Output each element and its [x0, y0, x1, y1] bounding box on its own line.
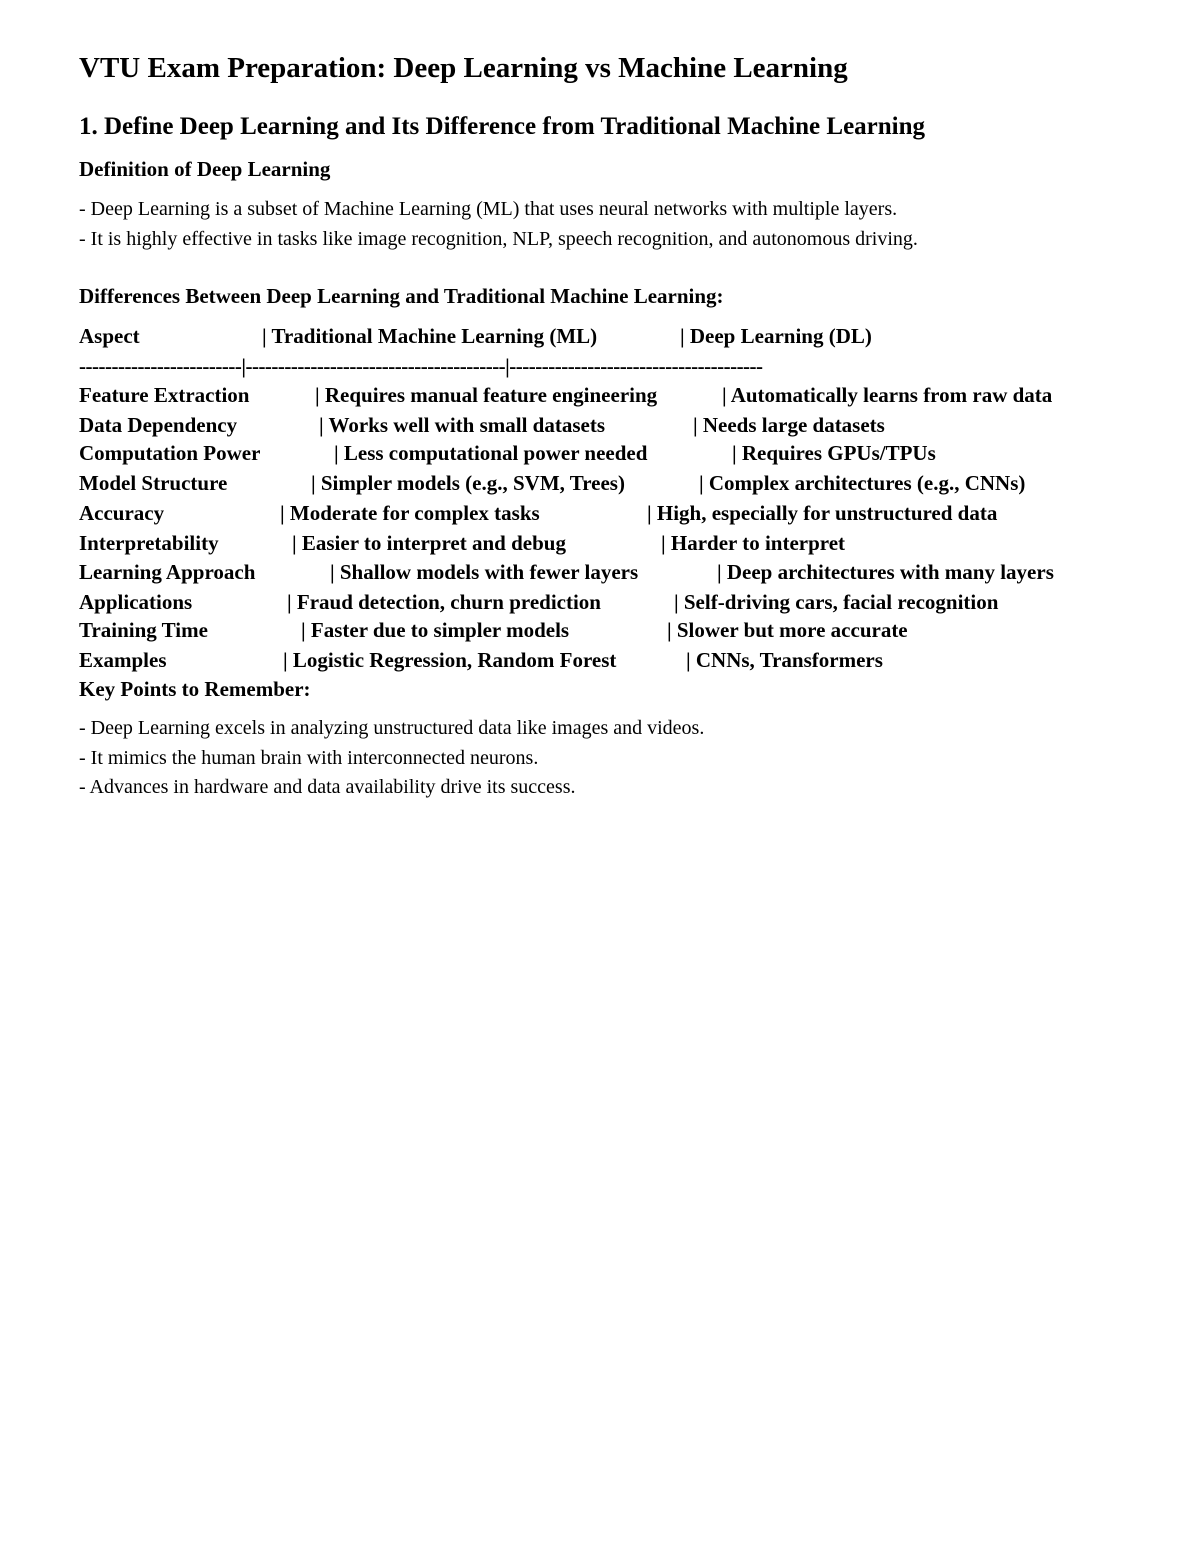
table-row: [79, 413, 885, 439]
table-row: [79, 501, 998, 527]
table-cell: | Works well with small datasets: [319, 413, 606, 437]
table-cell: | Fraud detection, churn prediction: [287, 590, 601, 614]
table-cell: | Less computational power needed: [334, 441, 648, 465]
table-cell: | Slower but more accurate: [667, 618, 908, 642]
table-cell: | Harder to interpret: [661, 531, 846, 555]
key-point-item: - It mimics the human brain with interconnected neurons.: [79, 747, 539, 769]
table-row: [79, 471, 1026, 497]
key-point-item: - Advances in hardware and data availability drive its success.: [79, 776, 576, 798]
differences-heading: Differences Between Deep Learning and Traditional Machine Learning:: [79, 284, 724, 308]
table-row: [79, 441, 936, 467]
table-cell: | Requires GPUs/TPUs: [732, 441, 936, 465]
table-separator: -------------------------|----------------------------------------|---------------------------------------: [79, 354, 763, 378]
table-cell: | CNNs, Transformers: [686, 648, 883, 672]
table-cell: | Deep architectures with many layers: [717, 560, 1054, 584]
table-cell: Accuracy: [79, 501, 165, 525]
table-header-cell: | Deep Learning (DL): [680, 324, 872, 348]
table-cell: Learning Approach: [79, 560, 256, 584]
definition-heading: Definition of Deep Learning: [79, 157, 331, 181]
section-heading: 1. Define Deep Learning and Its Difference from Traditional Machine Learning: [79, 113, 926, 140]
table-header-row: [79, 324, 872, 350]
table-cell: | Simpler models (e.g., SVM, Trees): [311, 471, 625, 495]
table-cell: Model Structure: [79, 471, 228, 495]
table-cell: | Moderate for complex tasks: [280, 501, 540, 525]
table-cell: | Automatically learns from raw data: [722, 383, 1053, 407]
table-cell: | Logistic Regression, Random Forest: [283, 648, 617, 672]
definition-line: - Deep Learning is a subset of Machine Learning (ML) that uses neural networks with multiple layers.: [79, 198, 898, 220]
table-cell: Applications: [79, 590, 193, 614]
table-cell: | Requires manual feature engineering: [315, 383, 658, 407]
document-title: VTU Exam Preparation: Deep Learning vs Machine Learning: [79, 52, 848, 84]
table-cell: | High, especially for unstructured data: [647, 501, 998, 525]
table-row: [79, 648, 883, 674]
table-cell: Training Time: [79, 618, 208, 642]
table-header-cell: Aspect: [79, 324, 140, 348]
table-header-cell: | Traditional Machine Learning (ML): [262, 324, 598, 348]
table-cell: | Needs large datasets: [693, 413, 885, 437]
table-cell: | Self-driving cars, facial recognition: [674, 590, 999, 614]
table-cell: Feature Extraction: [79, 383, 250, 407]
table-cell: | Easier to interpret and debug: [292, 531, 566, 555]
table-cell: | Faster due to simpler models: [301, 618, 570, 642]
table-cell: | Complex architectures (e.g., CNNs): [699, 471, 1026, 495]
table-cell: Examples: [79, 648, 167, 672]
table-row: [79, 531, 846, 557]
table-cell: Data Dependency: [79, 413, 238, 437]
key-point-item: - Deep Learning excels in analyzing unstructured data like images and videos.: [79, 717, 705, 739]
table-cell: | Shallow models with fewer layers: [330, 560, 639, 584]
table-row: [79, 383, 1053, 409]
table-row: [79, 560, 1054, 586]
table-cell: Computation Power: [79, 441, 261, 465]
key-points-heading: Key Points to Remember:: [79, 677, 311, 701]
table-row: [79, 618, 908, 644]
table-cell: Interpretability: [79, 531, 219, 555]
table-row: [79, 590, 999, 616]
definition-line: - It is highly effective in tasks like image recognition, NLP, speech recognition, and autonomous driving.: [79, 228, 918, 250]
